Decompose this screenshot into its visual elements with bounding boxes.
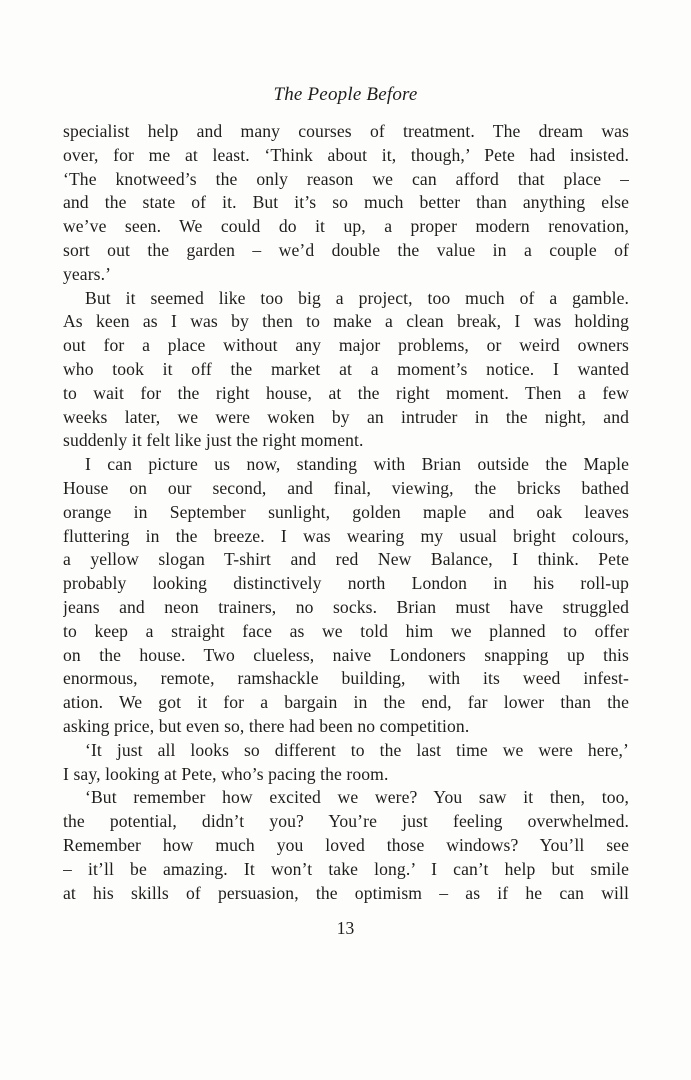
text-line: fluttering in the breeze. I was wearing my usual bright colours, bbox=[63, 525, 629, 546]
paragraph bbox=[63, 287, 629, 454]
text-line: House on our second, and final, viewing, the bricks bathed bbox=[63, 477, 629, 498]
page-number: 13 bbox=[336, 918, 355, 938]
text-line: who took it off the market at a moment’s notice. I wanted bbox=[63, 358, 629, 379]
page-body bbox=[63, 120, 629, 905]
text-line: probably looking distinctively north London in his roll-up bbox=[63, 573, 629, 594]
text-line: a yellow slogan T-shirt and red New Balance, I think. Pete bbox=[63, 549, 629, 570]
paragraph bbox=[63, 739, 629, 787]
text-line: on the house. Two clueless, naive Londoners snapping up this bbox=[63, 644, 629, 665]
paragraph bbox=[63, 786, 629, 905]
text-line: over, for me at least. ‘Think about it, though,’ Pete had insisted. bbox=[63, 144, 629, 165]
text-line: I say, looking at Pete, who’s pacing the room. bbox=[63, 763, 389, 784]
text-line: ‘The knotweed’s the only reason we can afford that place – bbox=[63, 168, 629, 189]
text-line: orange in September sunlight, golden maple and oak leaves bbox=[63, 501, 629, 522]
text-line: – it’ll be amazing. It won’t take long.’ I can’t help but smile bbox=[63, 858, 629, 879]
text-line: years.’ bbox=[63, 263, 112, 284]
text-line: I can picture us now, standing with Brian outside the Maple bbox=[85, 454, 629, 475]
text-line: sort out the garden – we’d double the value in a couple of bbox=[63, 239, 629, 260]
text-line: specialist help and many courses of treatment. The dream was bbox=[63, 121, 629, 141]
running-header: The People Before bbox=[273, 84, 418, 105]
text-line: asking price, but even so, there had been no competition. bbox=[63, 715, 470, 736]
text-line: enormous, remote, ramshackle building, with its weed infest- bbox=[63, 668, 629, 689]
text-line: we’ve seen. We could do it up, a proper modern renovation, bbox=[63, 216, 629, 237]
text-line: Remember how much you loved those windows? You’ll see bbox=[63, 834, 629, 855]
text-line: to wait for the right house, at the right moment. Then a few bbox=[63, 382, 629, 403]
text-line: the potential, didn’t you? You’re just feeling overwhelmed. bbox=[63, 811, 629, 832]
text-line: ‘But remember how excited we were? You saw it then, too, bbox=[85, 787, 629, 808]
text-line: As keen as I was by then to make a clean break, I was holding bbox=[63, 311, 629, 332]
paragraph bbox=[63, 453, 629, 739]
text-line: and the state of it. But it’s so much better than anything else bbox=[63, 192, 629, 213]
text-line: ‘It just all looks so different to the last time we were here,’ bbox=[85, 739, 629, 760]
paragraph bbox=[63, 120, 629, 287]
text-line: at his skills of persuasion, the optimism – as if he can will bbox=[63, 882, 629, 903]
text-line: weeks later, we were woken by an intruder in the night, and bbox=[63, 406, 629, 427]
text-line: jeans and neon trainers, no socks. Brian must have struggled bbox=[63, 596, 629, 617]
text-line: to keep a straight face as we told him we planned to offer bbox=[63, 620, 629, 641]
text-line: out for a place without any major problems, or weird owners bbox=[63, 335, 629, 356]
text-line: But it seemed like too big a project, too much of a gamble. bbox=[85, 287, 629, 308]
text-line: suddenly it felt like just the right moment. bbox=[63, 430, 364, 451]
text-line: ation. We got it for a bargain in the end, far lower than the bbox=[63, 692, 629, 713]
